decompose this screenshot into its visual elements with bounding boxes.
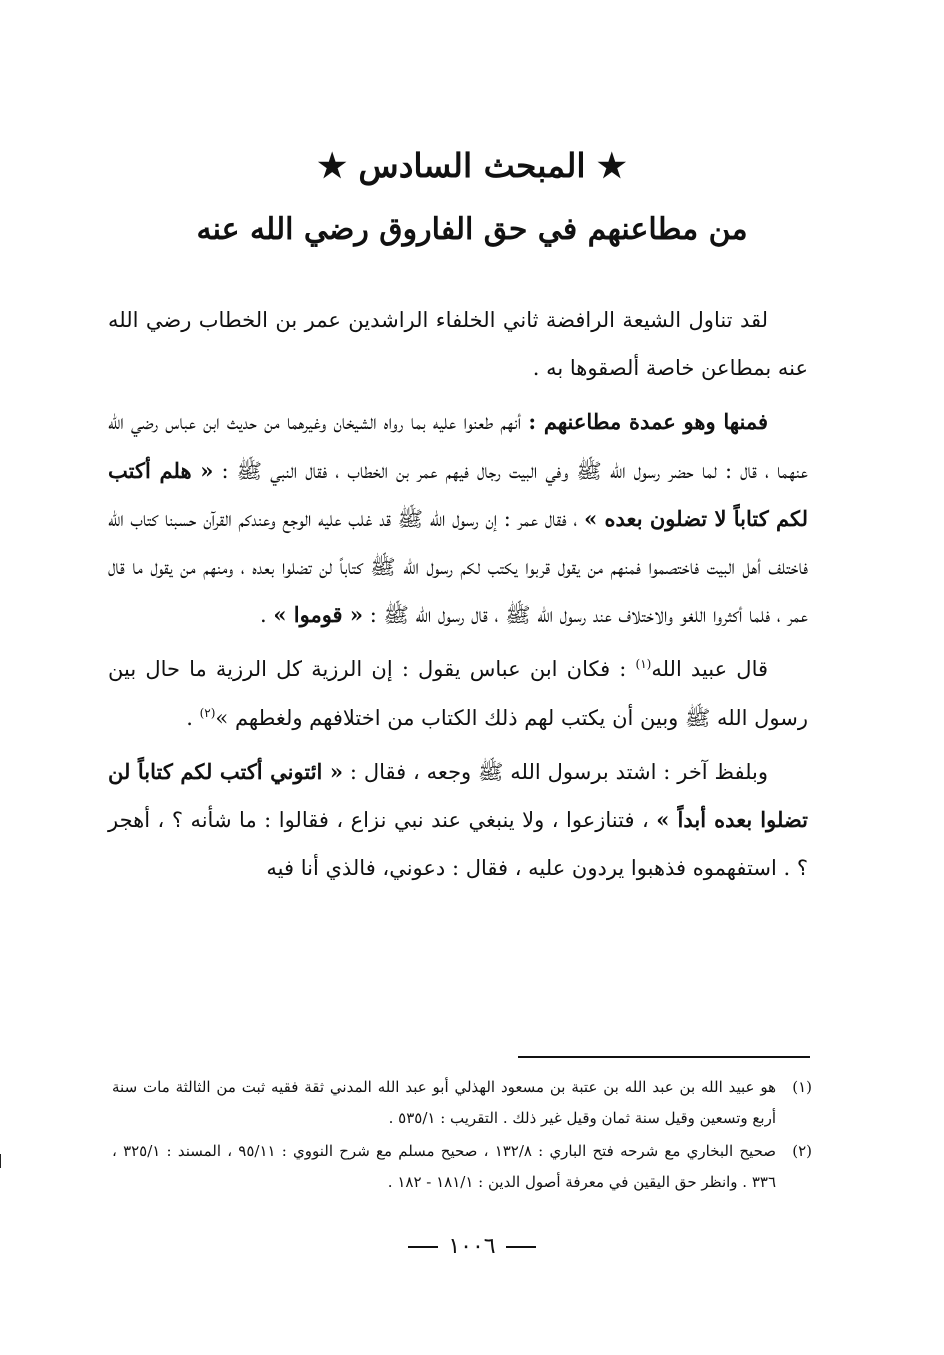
footnote-divider [518, 1056, 810, 1058]
page-number-value: ١٠٠٦ [448, 1234, 496, 1259]
paragraph-4-text-b: ، فتنازعوا ، ولا ينبغي عند نبي نزاع ، فقالوا : ما شأنه ؟ ، أهجر ؟ . استفهموه فذهبوا يردون عليه ، فقال : دعوني، فالذي أنا فيه [108, 808, 808, 881]
scan-edge-mark [0, 1154, 1, 1168]
footnotes [112, 1072, 812, 1200]
main-text [108, 296, 808, 898]
paragraph-2-end: . [259, 603, 274, 628]
chapter-subtitle: من مطاعنهم في حق الفاروق رضي الله عنه [196, 212, 748, 247]
paragraph-4-text-a: وبلفظ آخر : اشتد برسول الله ﷺ وجعه ، فقال : [343, 759, 769, 784]
hadith-quote-2: « قوموا » [273, 602, 364, 628]
footnote-ref-2[interactable]: (٢) [199, 705, 216, 720]
page-number [0, 1232, 944, 1262]
paragraph-2-lead: فمنها وهو عمدة مطاعنهم : [528, 409, 768, 435]
footnote-1-number: (١) [792, 1078, 812, 1096]
footnote-ref-1[interactable]: (١) [635, 657, 652, 672]
footnote-2 [112, 1136, 812, 1198]
hadith-quote-1: « هلم أكتب لكم كتاباً لا تضلون بعده » [108, 457, 808, 531]
paragraph-3 [108, 645, 808, 741]
paragraph-2 [108, 398, 808, 639]
paragraph-3-end: . [186, 705, 200, 730]
paragraph-1: لقد تناول الشيعة الرافضة ثاني الخلفاء الراشدين عمر بن الخطاب رضي الله عنه بمطاعن خاصة ألصقوها به . [108, 308, 808, 381]
paragraph-3-text-a: قال عبيد الله [651, 657, 769, 682]
paragraph-2-text-b: ، فقال عمر : إن رسول الله ﷺ قد غلب عليه الوجع وعندكم القرآن حسبنا كتاب الله فاختلف أهل البيت فاختصموا فمنهم من يقول قربوا يكتب لكم رسول الله ﷺ كتاباً لن تضلوا بعده ، ومنهم من يقول ما قال عمر ، فلما أكثروا اللغو والاختلاف عند رسول الله ﷺ ، قال رسول الله ﷺ : [108, 506, 808, 628]
footnote-2-number: (٢) [792, 1142, 812, 1160]
page-number-dash-right [506, 1246, 536, 1248]
paragraph-2-text-a: أنهم طعنوا عليه بما رواه الشيخان وغيرهما من حديث ابن عباس رضي الله عنهما ، قال : لما حضر رسول الله ﷺ وفي البيت رجال فيهم عمر بن الخطاب ، فقال النبي ﷺ : [108, 410, 808, 483]
hadith-quote-3: « ائتوني أكتب لكم كتاباً لن تضلوا بعده أبداً » [108, 758, 808, 833]
footnote-1-text: هو عبيد الله بن عبد الله بن عتبة بن مسعود الهذلي أبو عبد الله المدني ثقة فقيه ثبت من الثالثة مات سنة أربع وتسعين وقيل سنة ثمان وقيل غير ذلك . التقريب : ٥٣٥/١ . [112, 1078, 776, 1127]
chapter-title: ★ المبحث السادس ★ [317, 146, 627, 185]
footnote-1 [112, 1072, 812, 1134]
footnote-2-text: صحيح البخاري مع شرحه فتح الباري : ١٣٢/٨ ، صحيح مسلم مع شرح النووي : ٩٥/١١ ، المسند : ٣٢٥/١ ، ٣٣٦ . وانظر حق اليقين في معرفة أصول الدين : ١٨١/١ - ١٨٢ . [112, 1142, 777, 1191]
paragraph-4 [108, 748, 808, 893]
page-number-dash-left [408, 1246, 438, 1248]
paragraph-3-text-b: : فكان ابن عباس يقول : إن الرزية كل الرزية ما حال بين رسول الله ﷺ وبين أن يكتب لهم ذلك الكتاب من اختلافهم ولغطهم » [108, 657, 808, 730]
